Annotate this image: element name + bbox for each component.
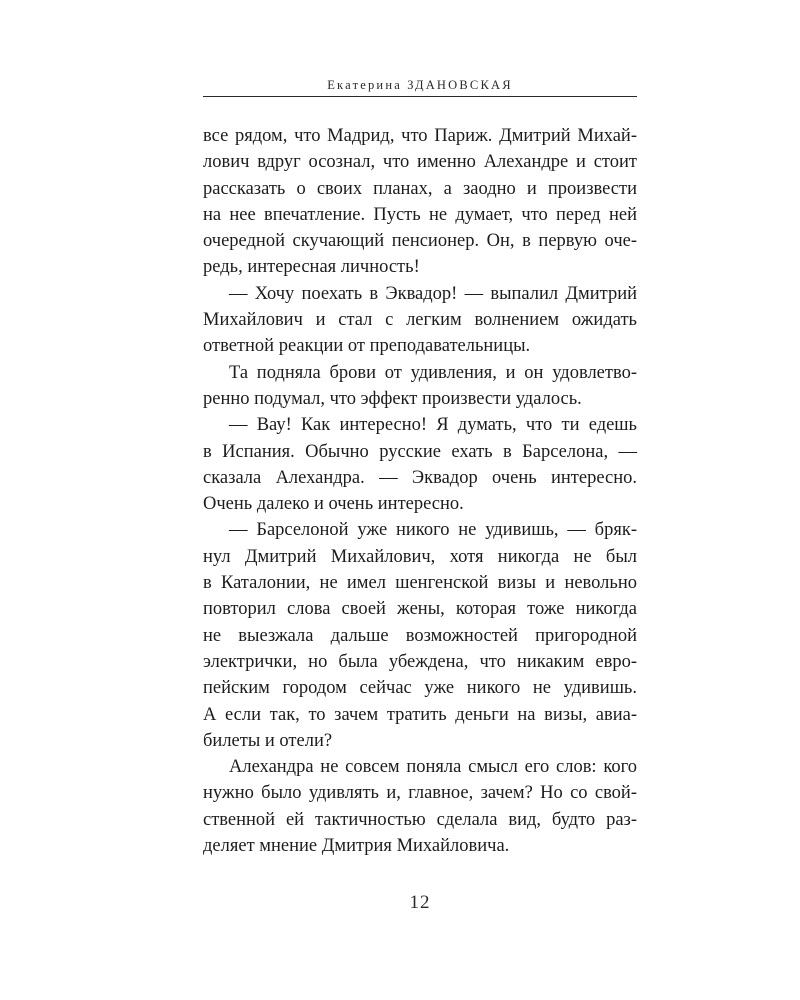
text-line: нужно было удивлять и, главное, зачем? Но со свой-: [203, 783, 637, 804]
text-line: Очень далеко и очень интересно.: [203, 494, 464, 515]
text-line: повторил слова своей жены, которая тоже никогда: [203, 599, 637, 620]
body-text: [203, 123, 637, 859]
text-line: Алехандра не совсем поняла смысл его слов: кого: [229, 757, 637, 778]
text-line: очередной скучающий пенсионер. Он, в первую оче-: [203, 231, 637, 252]
text-line: сказала Алехандра. — Эквадор очень интересно.: [203, 467, 637, 488]
text-line: Михайлович и стал с легким волнением ожидать: [203, 310, 637, 331]
text-line: в Каталонии, не имел шенгенской визы и невольно: [203, 573, 637, 594]
text-line: — Хочу поехать в Эквадор! — выпалил Дмитрий: [229, 283, 637, 304]
text-line: нул Дмитрий Михайлович, хотя никогда не был: [203, 546, 637, 567]
text-line: ственной ей тактичностью сделала вид, будто раз-: [203, 809, 637, 830]
text-line: электрички, но была убеждена, что никаким евро-: [203, 651, 637, 672]
page-number: 12: [409, 892, 431, 913]
header-rule: [203, 96, 637, 97]
text-line: — Барселоной уже никого не удивишь, — бряк-: [229, 520, 637, 541]
text-line: лович вдруг осознал, что именно Алехандре и стоит: [203, 152, 637, 173]
text-line: ответной реакции от преподавательницы.: [203, 336, 531, 357]
text-line: — Вау! Как интересно! Я думать, что ти едешь: [229, 415, 637, 436]
text-line: на нее впечатление. Пусть не думает, что перед ней: [203, 204, 637, 225]
running-head-author: Екатерина ЗДАНОВСКАЯ: [327, 78, 513, 92]
text-line: билеты и отели?: [203, 730, 333, 751]
text-line: не выезжала дальше возможностей пригородной: [203, 625, 637, 646]
text-line: Та подняла брови от удивления, и он удовлетво-: [229, 362, 637, 383]
text-line: все рядом, что Мадрид, что Париж. Дмитрий Михай-: [203, 126, 637, 146]
text-line: пейским городом сейчас уже никого не удивишь.: [203, 678, 637, 699]
text-line: рассказать о своих планах, а заодно и произвести: [203, 178, 637, 199]
text-line: в Испания. Обычно русские ехать в Барселона, —: [203, 441, 637, 462]
text-line: редь, интересная личность!: [203, 257, 420, 278]
text-line: ренно подумал, что эффект произвести удалось.: [203, 388, 582, 409]
text-line: А если так, то зачем тратить деньги на визы, авиа-: [203, 704, 637, 725]
text-line: деляет мнение Дмитрия Михайловича.: [203, 836, 510, 857]
